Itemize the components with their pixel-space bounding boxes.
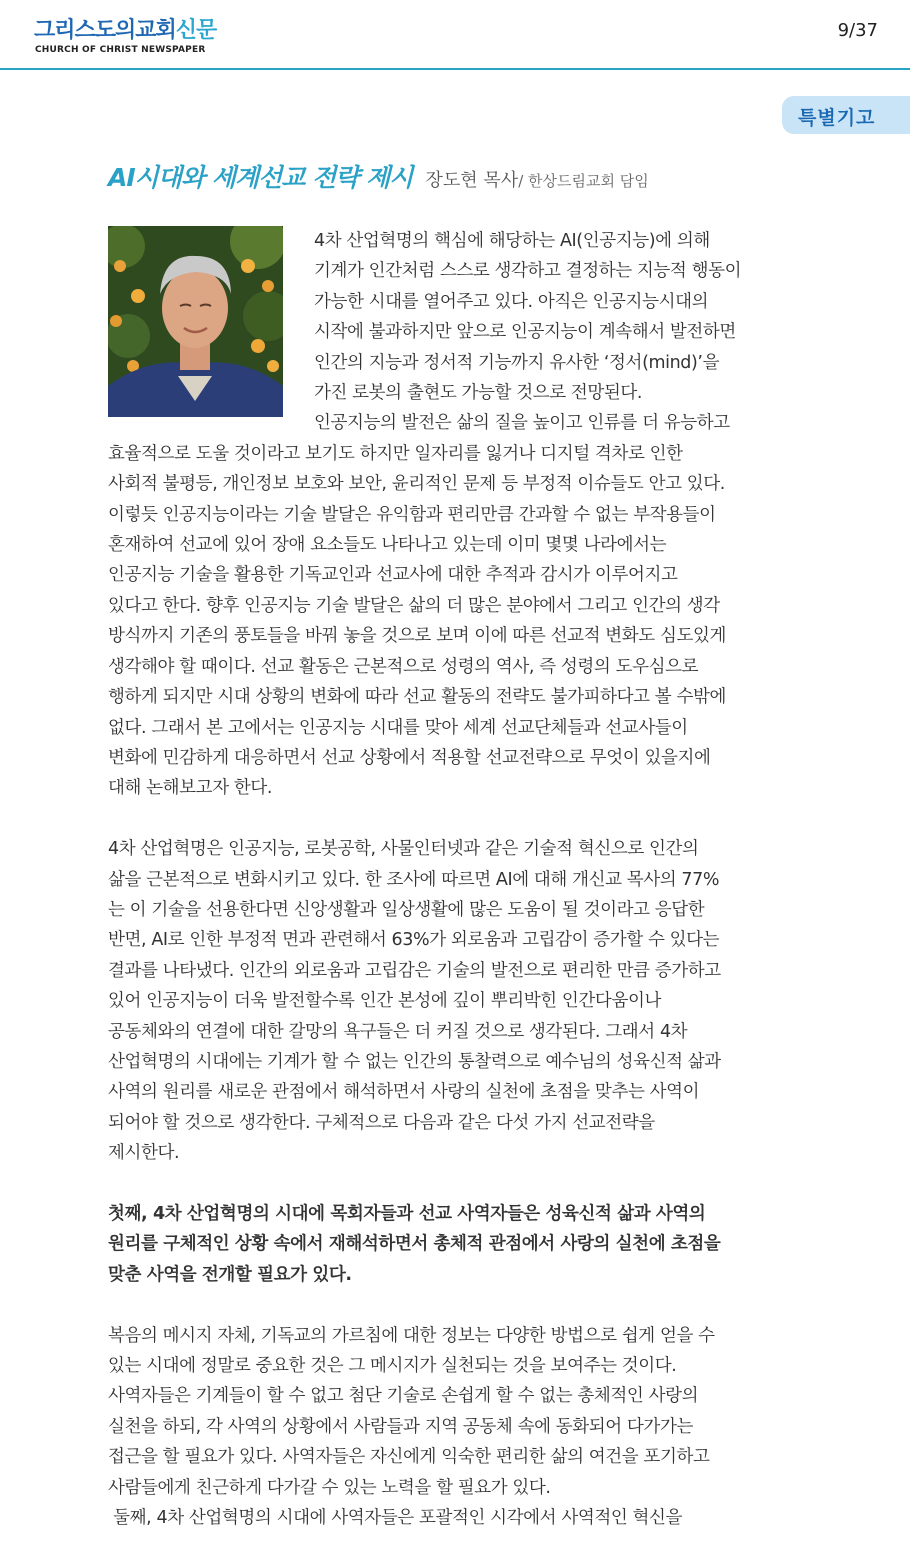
paragraph-1-line: 변화에 민감하게 대응하면서 선교 상황에서 적용할 선교전략으로 무엇이 있을지에 [108,747,711,768]
paragraph-3-line: 둘째, 4차 산업혁명의 시대에 사역자들은 포괄적인 시각에서 사역적인 혁신을 [108,1508,683,1529]
intro-line: 가능한 시대를 열어주고 있다. 아직은 인공지능시대의 [314,291,709,312]
paragraph-1-line: 방식까지 기존의 풍토들을 바꿔 놓을 것으로 보며 이에 따른 선교적 변화도 심도있게 [108,626,726,647]
paragraph-1-line: 효율적으로 도울 것이라고 보기도 하지만 일자리를 잃거나 디지털 격차로 인한 [108,443,683,464]
section-badge [782,96,910,134]
intro-line: 4차 산업혁명의 핵심에 해당하는 AI(인공지능)에 의해 [314,231,710,251]
paragraph-1-line: 사회적 불평등, 개인정보 보호와 보안, 윤리적인 문제 등 부정적 이슈들도 안고 있다. [108,474,725,495]
paragraph-3-line: 있는 시대에 정말로 중요한 것은 그 메시지가 실천되는 것을 보여주는 것이다. [108,1355,677,1376]
paragraph-3-line: 사람들에게 친근하게 다가갈 수 있는 노력을 할 필요가 있다. [108,1477,551,1498]
paragraph-2-line: 결과를 나타냈다. 인간의 외로움과 고립감은 기술의 발전으로 편리한 만큼 증가하고 [108,960,721,981]
paragraph-2-line: 있어 인공지능이 더욱 발전할수록 인간 본성에 깊이 뿌리박힌 인간다움이나 [108,991,661,1012]
paragraph-2-line: 산업혁명의 시대에는 기계가 할 수 없는 인간의 통찰력으로 예수님의 성육신적 삶과 [108,1051,721,1072]
article-body [108,226,814,1533]
intro-line: 인공지능의 발전은 삶의 질을 높이고 인류를 더 유능하고 [314,413,730,434]
paragraph-2-line: 는 이 기술을 선용한다면 신앙생활과 일상생활에 많은 도움이 될 것이라고 응답한 [108,899,705,920]
paragraph-3-line: 복음의 메시지 자체, 기독교의 가르침에 대한 정보는 다양한 방법으로 쉽게 얻을 수 [108,1325,715,1346]
paragraph-1-line: 혼재하여 선교에 있어 장애 요소들도 나타나고 있는데 이미 몇몇 나라에서는 [108,535,667,556]
newspaper-logo[interactable] [34,18,216,44]
intro-line: 시작에 불과하지만 앞으로 인공지능이 계속해서 발전하면 [314,322,736,343]
strategy-heading-line: 원리를 구체적인 상황 속에서 재해석하면서 총체적 관점에서 사랑의 실천에 초점을 [108,1234,721,1255]
paragraph-2-line: 반면, AI로 인한 부정적 면과 관련해서 63%가 외로움과 고립감이 증가할 수 있다는 [108,930,720,951]
article-author: 장도현 목사 [425,170,519,191]
article-title: AI시대와 세계선교 전략 제시 [108,163,413,192]
paragraph-3-line: 실천을 하되, 각 사역의 상황에서 사람들과 지역 공동체 속에 동화되어 다가가는 [108,1416,693,1437]
article-heading [108,158,649,194]
paragraph-2-line: 되어야 할 것으로 생각한다. 구체적으로 다음과 같은 다섯 가지 선교전략을 [108,1112,655,1133]
strategy-heading-line: 맞춘 사역을 전개할 필요가 있다. [108,1264,352,1285]
section-badge-label: 특별기고 [798,107,876,129]
paragraph-3-line: 접근을 할 필요가 있다. 사역자들은 자신에게 익숙한 편리한 삶의 여건을 포기하고 [108,1447,710,1468]
logo-accent-text: 신문 [175,18,217,43]
paragraph-gap [108,1169,814,1199]
paragraph-gap [108,804,814,834]
strategy-heading-line: 첫째, 4차 산업혁명의 시대에 목회자들과 선교 사역자들은 성육신적 삶과 사역의 [108,1203,706,1224]
author-affiliation: / 한상드림교회 담임 [518,172,649,190]
paragraph-1-line: 대해 논해보고자 한다. [108,778,273,799]
paragraph-1-line: 인공지능 기술을 활용한 기독교인과 선교사에 대한 추적과 감시가 이루어지고 [108,565,678,586]
logo-main-text: 그리스도의교회 [34,18,176,43]
paragraph-2-line: 제시한다. [108,1143,180,1164]
intro-line: 기계가 인간처럼 스스로 생각하고 결정하는 지능적 행동이 [314,261,742,282]
paragraph-3-line: 사역자들은 기계들이 할 수 없고 첨단 기술로 손쉽게 할 수 없는 총체적인 사랑의 [108,1386,699,1407]
paragraph-2-line: 공동체와의 연결에 대한 갈망의 욕구들은 더 커질 것으로 생각된다. 그래서 4차 [108,1021,688,1042]
paragraph-gap [108,1290,814,1320]
paragraph-1-line: 있다고 한다. 향후 인공지능 기술 발달은 삶의 더 많은 분야에서 그리고 인간의 생각 [108,595,720,616]
newspaper-header [0,0,910,70]
paragraph-2-line: 삶을 근본적으로 변화시키고 있다. 한 조사에 따르면 AI에 대해 개신교 목사의 77% [108,869,720,890]
paragraph-1-line: 이렇듯 인공지능이라는 기술 발달은 유익함과 편리만큼 간과할 수 없는 부작용들이 [108,504,716,525]
logo-english-subtitle: CHURCH OF CHRIST NEWSPAPER [35,45,206,55]
page-number: 9/37 [837,20,878,41]
paragraph-1-line: 없다. 그래서 본 고에서는 인공지능 시대를 맞아 세계 선교단체들과 선교사들이 [108,717,688,738]
paragraph-2-line: 4차 산업혁명은 인공지능, 로봇공학, 사물인터넷과 같은 기술적 혁신으로 인간의 [108,839,699,860]
intro-line: 인간의 지능과 정서적 기능까지 유사한 ‘정서(mind)’을 [314,352,720,373]
paragraph-1-line: 행하게 되지만 시대 상황의 변화에 따라 선교 활동의 전략도 불가피하다고 볼 수밖에 [108,687,726,708]
intro-line: 가진 로봇의 출현도 가능할 것으로 전망된다. [314,383,643,404]
paragraph-1-line: 생각해야 할 때이다. 선교 활동은 근본적으로 성령의 역사, 즉 성령의 도우심으로 [108,656,699,677]
paragraph-2-line: 사역의 원리를 새로운 관점에서 해석하면서 사랑의 실천에 초점을 맞추는 사역이 [108,1082,700,1103]
